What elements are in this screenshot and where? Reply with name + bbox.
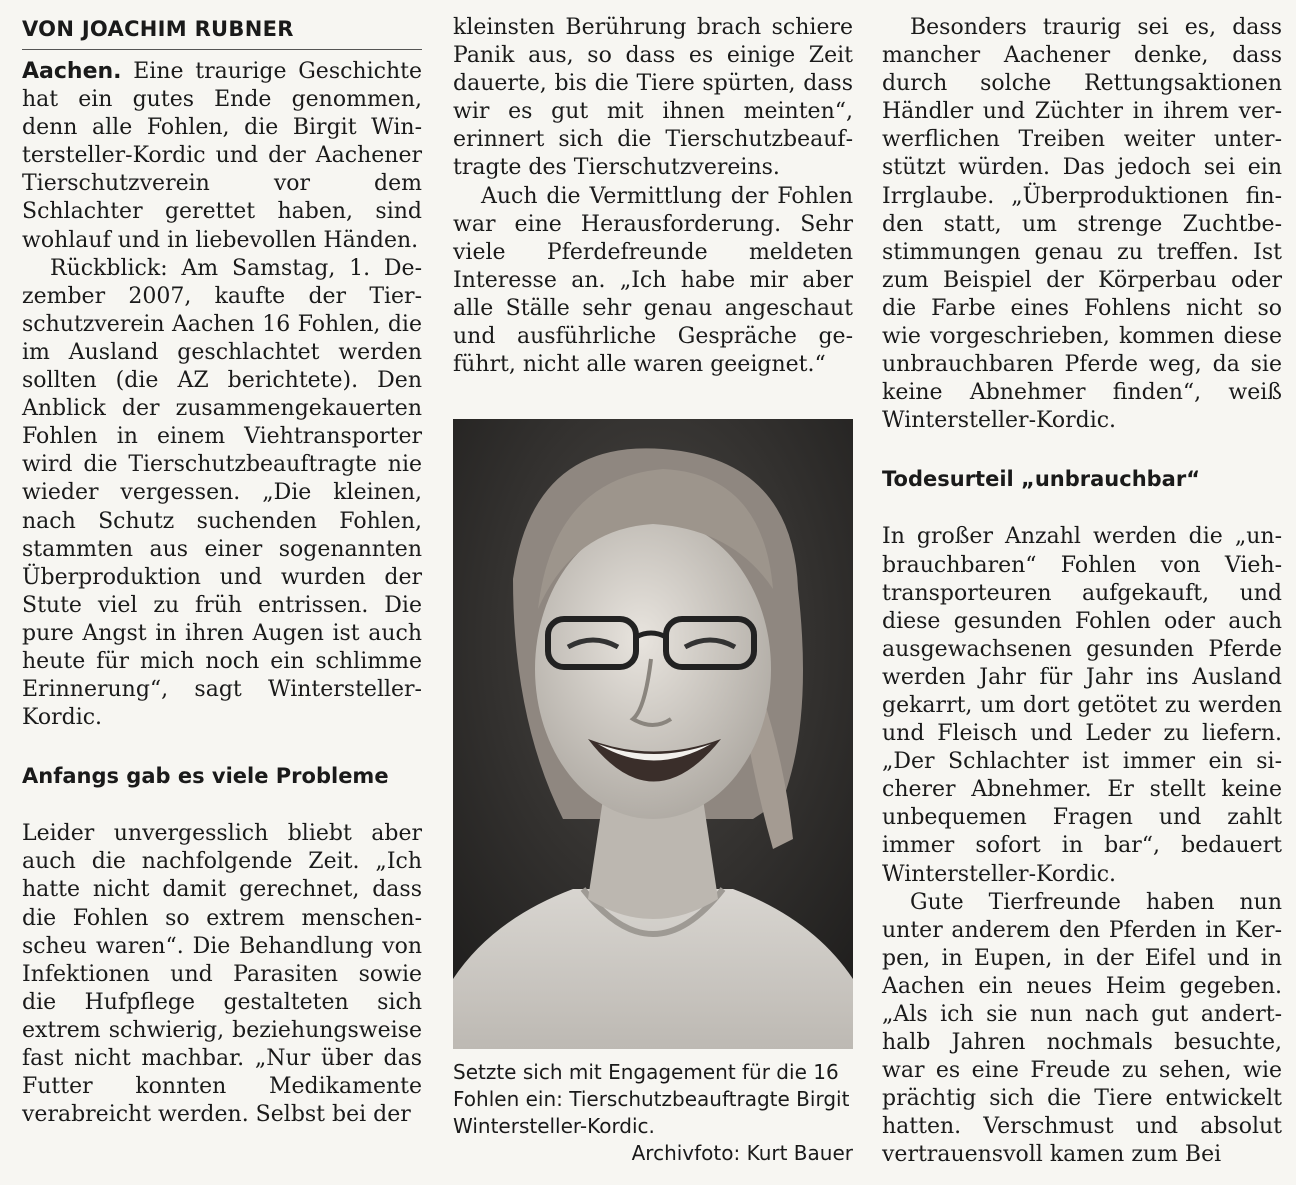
- paragraph-intro: [22, 58, 422, 255]
- article-column-1: [22, 14, 422, 1129]
- byline: VON JOACHIM RUBNER: [22, 14, 422, 50]
- paragraph-intro-text: Eine traurige Geschichte hat ein gutes Ende genommen, denn alle Fohlen, die Birgit Wintersteller-Kordic und der Aachener Tierschutzverein vor dem Schlachter gerettet haben, sind wohlauf und in liebevollen Händen.: [22, 59, 422, 253]
- photo-caption: Setzte sich mit Engagement für die 16 Fohlen ein: Tierschutzbeauftragte Birgit Wintersteller-Kordic.: [453, 1060, 850, 1139]
- paragraph-panik: kleinsten Berührung brach schiere Panik aus, so dass es einige Zeit dauerte, bis die Tiere spürten, dass wir es gut mit ihnen meinten“, erinnert sich die Tierschutzbeauftragte des Tierschutzvereins.: [453, 15, 853, 181]
- article-column-3: [882, 14, 1282, 1170]
- paragraph-besonders: Besonders traurig sei es, dass mancher Aachener denke, dass durch solche Rettungsaktionen Händler und Züchter in ihrem verwerflichen Treiben weiter unterstützt würden. Das jedoch sei ein Irrglaube. „Überproduktionen finden statt, um strenge Zuchtbestimmungen genau zu treffen. Ist zum Beispiel der Körperbau oder die Farbe eines Fohlens nicht so wie vorgeschrieben, kommen diese unbrauchbaren Pferde weg, da sie keine Abnehmer finden“, weiß Wintersteller-Kordic.: [882, 15, 1282, 434]
- dateline: Aachen.: [22, 59, 122, 84]
- article-column-2: [453, 14, 853, 1167]
- subheading-todesurteil: Todesurteil „unbrauchbar“: [882, 467, 1201, 492]
- paragraph-anzahl: In großer Anzahl werden die „unbrauchbaren“ Fohlen von Viehtransporteuren aufgekauft, und diese gesunden Fohlen oder auch ausgewachsenen gesunden Pferde werden Jahr für Jahr ins Ausland gekarrt, um dort getötet zu werden und Fleisch und Leder zu liefern. „Der Schlachter ist immer ein sicherer Abnehmer. Er stellt keine unbequemen Fragen und zahlt immer sofort in bar“, bedauert Wintersteller-Kordic.: [882, 524, 1282, 887]
- portrait-illustration: [453, 419, 853, 1049]
- paragraph-zeit: Leider unvergesslich bliebt aber auch die nachfolgende Zeit. „Ich hatte nicht damit gerechnet, dass die Fohlen so extrem menschenscheu waren“. Die Behandlung von Infektionen und Parasiten sowie die Hufpflege gestalteten sich extrem schwierig, beziehungsweise fast nicht machbar. „Nur über das Futter konnten Medikamente verabreicht werden. Selbst bei der: [22, 821, 422, 1128]
- paragraph-rueckblick: Rückblick: Am Samstag, 1. Dezember 2007, kaufte der Tierschutzverein Aachen 16 Fohlen, die im Ausland geschlachtet werden sollten (die AZ berichtete). Den Anblick der zusammengekauerten Fohlen in einem Viehtransporter wird die Tierschutzbeauftragte nie wieder vergessen. „Die kleinen, nach Schutz suchenden Fohlen, stammten aus einer sogenannten Überproduktion und wurden der Stute viel zu früh entrissen. Die pure Angst in ihren Augen ist auch heute für mich noch ein schlimme Erinnerung“, sagt Wintersteller-Kordic.: [22, 255, 422, 731]
- portrait-photo: [453, 419, 853, 1049]
- paragraph-tierfreunde: Gute Tierfreunde haben nun unter anderem den Pferden in Kerpen, in Eupen, in der Eifel und in Aachen ein neues Heim gegeben. „Als ich sie nun nach gut anderthalb Jahren nochmals besuchte, war es eine Freude zu sehen, wie prächtig sich die Tiere entwickelt hatten. Verschmust und absolut vertrauensvoll kamen zum Bei: [882, 889, 1282, 1168]
- paragraph-vermittlung: Auch die Vermittlung der Fohlen war eine Herausforderung. Sehr viele Pferdefreunde meldeten Interesse an. „Ich habe mir aber alle Ställe sehr genau angeschaut und ausführliche Gespräche geführt, nicht alle waren geeignet.“: [453, 183, 853, 378]
- subheading-probleme: Anfangs gab es viele Probleme: [22, 764, 389, 789]
- photo-credit: Archivfoto: Kurt Bauer: [631, 1141, 853, 1166]
